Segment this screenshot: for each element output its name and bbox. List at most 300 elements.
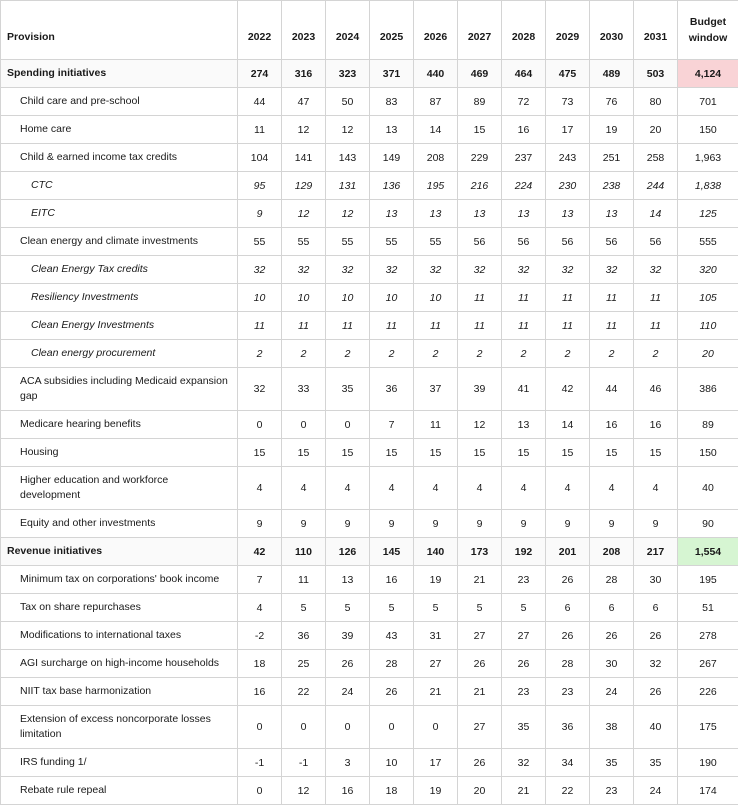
value-cell: 5 [282, 594, 326, 622]
value-cell: 4 [634, 467, 678, 510]
row-label: AGI surcharge on high-income households [20, 656, 237, 671]
row-label-cell [1, 116, 238, 144]
value-cell: 27 [458, 622, 502, 650]
row-label: Modifications to international taxes [20, 628, 237, 643]
value-cell: 32 [502, 256, 546, 284]
header-budget-window-line2: window [689, 32, 728, 44]
row-label-cell [1, 467, 238, 510]
value-cell: 0 [238, 411, 282, 439]
header-year: 2023 [282, 1, 326, 60]
value-cell: 10 [326, 284, 370, 312]
row-label: Clean Energy Tax credits [31, 262, 237, 277]
value-cell: 13 [326, 566, 370, 594]
value-cell: 149 [370, 144, 414, 172]
value-cell: 11 [414, 411, 458, 439]
budget-window-cell: 174 [678, 777, 738, 805]
table-row [1, 439, 738, 467]
value-cell: 208 [414, 144, 458, 172]
row-label-cell [1, 749, 238, 777]
value-cell: 23 [502, 566, 546, 594]
budget-window-cell: 1,963 [678, 144, 738, 172]
value-cell: 126 [326, 538, 370, 566]
row-label: Clean Energy Investments [31, 318, 237, 333]
row-label: Medicare hearing benefits [20, 417, 237, 432]
value-cell: 23 [502, 678, 546, 706]
value-cell: 27 [414, 650, 458, 678]
value-cell: 11 [634, 312, 678, 340]
value-cell: 30 [634, 566, 678, 594]
value-cell: 55 [282, 228, 326, 256]
value-cell: 36 [370, 368, 414, 411]
value-cell: 110 [282, 538, 326, 566]
value-cell: 56 [590, 228, 634, 256]
budget-window-cell: 1,838 [678, 172, 738, 200]
value-cell: 17 [546, 116, 590, 144]
value-cell: 15 [546, 439, 590, 467]
value-cell: 9 [370, 510, 414, 538]
value-cell: 11 [370, 312, 414, 340]
value-cell: 12 [326, 200, 370, 228]
value-cell: 37 [414, 368, 458, 411]
value-cell: 42 [238, 538, 282, 566]
value-cell: 11 [458, 284, 502, 312]
value-cell: 4 [238, 594, 282, 622]
value-cell: 26 [634, 622, 678, 650]
row-label-cell [1, 144, 238, 172]
value-cell: 258 [634, 144, 678, 172]
row-label-cell [1, 256, 238, 284]
row-label: IRS funding 1/ [20, 755, 237, 770]
value-cell: 13 [370, 116, 414, 144]
table-row [1, 538, 738, 566]
row-label: Child & earned income tax credits [20, 150, 237, 165]
budget-window-cell: 110 [678, 312, 738, 340]
value-cell: 56 [546, 228, 590, 256]
value-cell: 55 [414, 228, 458, 256]
header-year: 2026 [414, 1, 458, 60]
value-cell: 10 [414, 284, 458, 312]
value-cell: 21 [458, 678, 502, 706]
table-row [1, 622, 738, 650]
value-cell: 475 [546, 60, 590, 88]
value-cell: 5 [458, 594, 502, 622]
value-cell: 32 [458, 256, 502, 284]
value-cell: 16 [326, 777, 370, 805]
value-cell: 35 [502, 706, 546, 749]
row-label: Clean energy procurement [31, 346, 237, 361]
header-provision: Provision [1, 1, 238, 60]
value-cell: 7 [370, 411, 414, 439]
value-cell: 18 [238, 650, 282, 678]
value-cell: 145 [370, 538, 414, 566]
value-cell: 13 [546, 200, 590, 228]
table-row [1, 510, 738, 538]
budget-window-cell: 555 [678, 228, 738, 256]
value-cell: 16 [502, 116, 546, 144]
value-cell: 12 [458, 411, 502, 439]
header-row [1, 1, 738, 60]
value-cell: 26 [458, 650, 502, 678]
row-label: NIIT tax base harmonization [20, 684, 237, 699]
value-cell: 5 [326, 594, 370, 622]
table-row [1, 368, 738, 411]
value-cell: 21 [458, 566, 502, 594]
budget-window-cell: 1,554 [678, 538, 738, 566]
value-cell: 11 [282, 312, 326, 340]
value-cell: 9 [414, 510, 458, 538]
value-cell: 9 [590, 510, 634, 538]
value-cell: 4 [590, 467, 634, 510]
value-cell: 42 [546, 368, 590, 411]
value-cell: 10 [370, 284, 414, 312]
table-row [1, 340, 738, 368]
table-row [1, 706, 738, 749]
value-cell: 13 [458, 200, 502, 228]
value-cell: 26 [370, 678, 414, 706]
row-label-cell [1, 706, 238, 749]
value-cell: 31 [414, 622, 458, 650]
value-cell: 2 [414, 340, 458, 368]
budget-window-cell: 226 [678, 678, 738, 706]
row-label: CTC [31, 178, 237, 193]
value-cell: 16 [590, 411, 634, 439]
value-cell: 26 [502, 650, 546, 678]
value-cell: 26 [326, 650, 370, 678]
value-cell: 229 [458, 144, 502, 172]
table-row [1, 678, 738, 706]
row-label: Rebate rule repeal [20, 783, 237, 798]
budget-window-cell: 90 [678, 510, 738, 538]
row-label-cell [1, 566, 238, 594]
value-cell: 2 [546, 340, 590, 368]
value-cell: 83 [370, 88, 414, 116]
budget-window-cell: 386 [678, 368, 738, 411]
value-cell: 0 [282, 411, 326, 439]
value-cell: 0 [238, 777, 282, 805]
value-cell: 9 [502, 510, 546, 538]
budget-window-cell: 51 [678, 594, 738, 622]
value-cell: 11 [414, 312, 458, 340]
row-label-cell [1, 411, 238, 439]
value-cell: 76 [590, 88, 634, 116]
header-year: 2022 [238, 1, 282, 60]
table-row [1, 777, 738, 805]
value-cell: 15 [458, 116, 502, 144]
row-label: Revenue initiatives [7, 544, 237, 559]
row-label-cell [1, 228, 238, 256]
value-cell: 129 [282, 172, 326, 200]
row-label-cell [1, 439, 238, 467]
value-cell: 12 [282, 200, 326, 228]
value-cell: 55 [370, 228, 414, 256]
row-label: EITC [31, 206, 237, 221]
value-cell: 28 [546, 650, 590, 678]
value-cell: 131 [326, 172, 370, 200]
row-label-cell [1, 340, 238, 368]
value-cell: 9 [238, 510, 282, 538]
table-row [1, 256, 738, 284]
budget-window-cell: 195 [678, 566, 738, 594]
value-cell: 136 [370, 172, 414, 200]
value-cell: 12 [282, 116, 326, 144]
value-cell: 27 [458, 706, 502, 749]
value-cell: 5 [370, 594, 414, 622]
value-cell: 26 [590, 622, 634, 650]
value-cell: 4 [502, 467, 546, 510]
row-label-cell [1, 200, 238, 228]
row-label: Home care [20, 122, 237, 137]
value-cell: 18 [370, 777, 414, 805]
table-row [1, 200, 738, 228]
table-row [1, 312, 738, 340]
value-cell: 26 [546, 622, 590, 650]
budget-window-cell: 320 [678, 256, 738, 284]
value-cell: 13 [502, 200, 546, 228]
row-label-cell [1, 368, 238, 411]
header-year: 2024 [326, 1, 370, 60]
table-row [1, 88, 738, 116]
value-cell: 15 [326, 439, 370, 467]
value-cell: 5 [414, 594, 458, 622]
value-cell: 21 [414, 678, 458, 706]
value-cell: 208 [590, 538, 634, 566]
header-year: 2031 [634, 1, 678, 60]
value-cell: 141 [282, 144, 326, 172]
value-cell: 0 [238, 706, 282, 749]
value-cell: 32 [546, 256, 590, 284]
table-row [1, 144, 738, 172]
row-label: ACA subsidies including Medicaid expansion gap [20, 374, 237, 404]
budget-window-cell: 150 [678, 439, 738, 467]
value-cell: 2 [282, 340, 326, 368]
value-cell: 72 [502, 88, 546, 116]
value-cell: 41 [502, 368, 546, 411]
value-cell: 224 [502, 172, 546, 200]
value-cell: 440 [414, 60, 458, 88]
value-cell: 4 [370, 467, 414, 510]
value-cell: 251 [590, 144, 634, 172]
value-cell: 24 [590, 678, 634, 706]
value-cell: 2 [634, 340, 678, 368]
value-cell: 26 [546, 566, 590, 594]
value-cell: 2 [458, 340, 502, 368]
row-label-cell [1, 538, 238, 566]
value-cell: 9 [282, 510, 326, 538]
budget-window-cell: 125 [678, 200, 738, 228]
value-cell: 44 [590, 368, 634, 411]
value-cell: -2 [238, 622, 282, 650]
value-cell: 323 [326, 60, 370, 88]
value-cell: 0 [326, 411, 370, 439]
value-cell: 15 [238, 439, 282, 467]
value-cell: 50 [326, 88, 370, 116]
budget-window-cell: 278 [678, 622, 738, 650]
value-cell: 15 [502, 439, 546, 467]
value-cell: 140 [414, 538, 458, 566]
value-cell: 21 [502, 777, 546, 805]
value-cell: 56 [502, 228, 546, 256]
value-cell: 35 [634, 749, 678, 777]
value-cell: 4 [414, 467, 458, 510]
value-cell: 2 [326, 340, 370, 368]
value-cell: 25 [282, 650, 326, 678]
value-cell: 30 [590, 650, 634, 678]
row-label-cell [1, 284, 238, 312]
value-cell: 16 [238, 678, 282, 706]
value-cell: 32 [414, 256, 458, 284]
value-cell: 16 [370, 566, 414, 594]
budget-window-cell: 190 [678, 749, 738, 777]
value-cell: 464 [502, 60, 546, 88]
value-cell: 23 [590, 777, 634, 805]
value-cell: 15 [458, 439, 502, 467]
value-cell: 104 [238, 144, 282, 172]
value-cell: 28 [590, 566, 634, 594]
row-label-cell [1, 594, 238, 622]
value-cell: 11 [546, 284, 590, 312]
value-cell: 5 [502, 594, 546, 622]
value-cell: 192 [502, 538, 546, 566]
table-row [1, 284, 738, 312]
value-cell: 39 [326, 622, 370, 650]
value-cell: -1 [238, 749, 282, 777]
table-row [1, 566, 738, 594]
value-cell: 15 [370, 439, 414, 467]
header-year: 2028 [502, 1, 546, 60]
value-cell: 32 [590, 256, 634, 284]
value-cell: 237 [502, 144, 546, 172]
value-cell: 243 [546, 144, 590, 172]
value-cell: 28 [370, 650, 414, 678]
value-cell: 43 [370, 622, 414, 650]
value-cell: 19 [414, 777, 458, 805]
value-cell: 11 [238, 116, 282, 144]
value-cell: 15 [282, 439, 326, 467]
header-year: 2030 [590, 1, 634, 60]
row-label: Resiliency Investments [31, 290, 237, 305]
value-cell: 4 [546, 467, 590, 510]
table-row [1, 228, 738, 256]
value-cell: 38 [590, 706, 634, 749]
row-label-cell [1, 650, 238, 678]
value-cell: 216 [458, 172, 502, 200]
row-label-cell [1, 622, 238, 650]
table-row [1, 172, 738, 200]
row-label: Tax on share repurchases [20, 600, 237, 615]
value-cell: 11 [590, 312, 634, 340]
header-budget-window-line1: Budget [690, 16, 726, 28]
value-cell: 11 [326, 312, 370, 340]
budget-window-cell: 40 [678, 467, 738, 510]
value-cell: 230 [546, 172, 590, 200]
value-cell: 503 [634, 60, 678, 88]
row-label: Spending initiatives [7, 66, 237, 81]
value-cell: 6 [590, 594, 634, 622]
budget-window-cell: 20 [678, 340, 738, 368]
value-cell: 16 [634, 411, 678, 439]
table-row [1, 60, 738, 88]
value-cell: 3 [326, 749, 370, 777]
value-cell: 238 [590, 172, 634, 200]
value-cell: 24 [634, 777, 678, 805]
value-cell: 46 [634, 368, 678, 411]
table-row [1, 749, 738, 777]
value-cell: 0 [326, 706, 370, 749]
value-cell: 11 [546, 312, 590, 340]
row-label-cell [1, 88, 238, 116]
value-cell: 469 [458, 60, 502, 88]
value-cell: 20 [458, 777, 502, 805]
value-cell: 244 [634, 172, 678, 200]
value-cell: 15 [634, 439, 678, 467]
row-label: Housing [20, 445, 237, 460]
value-cell: 0 [414, 706, 458, 749]
value-cell: 217 [634, 538, 678, 566]
value-cell: 44 [238, 88, 282, 116]
value-cell: 13 [414, 200, 458, 228]
value-cell: 195 [414, 172, 458, 200]
value-cell: 11 [502, 312, 546, 340]
value-cell: 9 [546, 510, 590, 538]
value-cell: 6 [546, 594, 590, 622]
value-cell: 13 [502, 411, 546, 439]
value-cell: 22 [546, 777, 590, 805]
value-cell: 15 [590, 439, 634, 467]
value-cell: 4 [458, 467, 502, 510]
value-cell: 0 [282, 706, 326, 749]
value-cell: 4 [326, 467, 370, 510]
value-cell: 9 [458, 510, 502, 538]
value-cell: 26 [458, 749, 502, 777]
value-cell: 36 [546, 706, 590, 749]
value-cell: 4 [282, 467, 326, 510]
value-cell: 0 [370, 706, 414, 749]
value-cell: 26 [634, 678, 678, 706]
value-cell: 80 [634, 88, 678, 116]
row-label-cell [1, 510, 238, 538]
row-label-cell [1, 777, 238, 805]
value-cell: 12 [326, 116, 370, 144]
value-cell: 6 [634, 594, 678, 622]
row-label-cell [1, 312, 238, 340]
value-cell: 12 [282, 777, 326, 805]
table-row [1, 467, 738, 510]
value-cell: 32 [370, 256, 414, 284]
value-cell: 14 [634, 200, 678, 228]
value-cell: 73 [546, 88, 590, 116]
budget-window-cell: 267 [678, 650, 738, 678]
value-cell: 143 [326, 144, 370, 172]
value-cell: 10 [370, 749, 414, 777]
table-body [1, 60, 738, 805]
value-cell: 11 [238, 312, 282, 340]
value-cell: 56 [458, 228, 502, 256]
value-cell: 87 [414, 88, 458, 116]
row-label: Child care and pre-school [20, 94, 237, 109]
budget-window-cell: 4,124 [678, 60, 738, 88]
value-cell: 13 [370, 200, 414, 228]
value-cell: 33 [282, 368, 326, 411]
row-label: Clean energy and climate investments [20, 234, 237, 249]
row-label-cell [1, 60, 238, 88]
value-cell: 32 [238, 368, 282, 411]
value-cell: 9 [238, 200, 282, 228]
row-label: Minimum tax on corporations' book income [20, 572, 237, 587]
value-cell: 47 [282, 88, 326, 116]
value-cell: 2 [590, 340, 634, 368]
value-cell: 9 [326, 510, 370, 538]
budget-window-cell: 89 [678, 411, 738, 439]
